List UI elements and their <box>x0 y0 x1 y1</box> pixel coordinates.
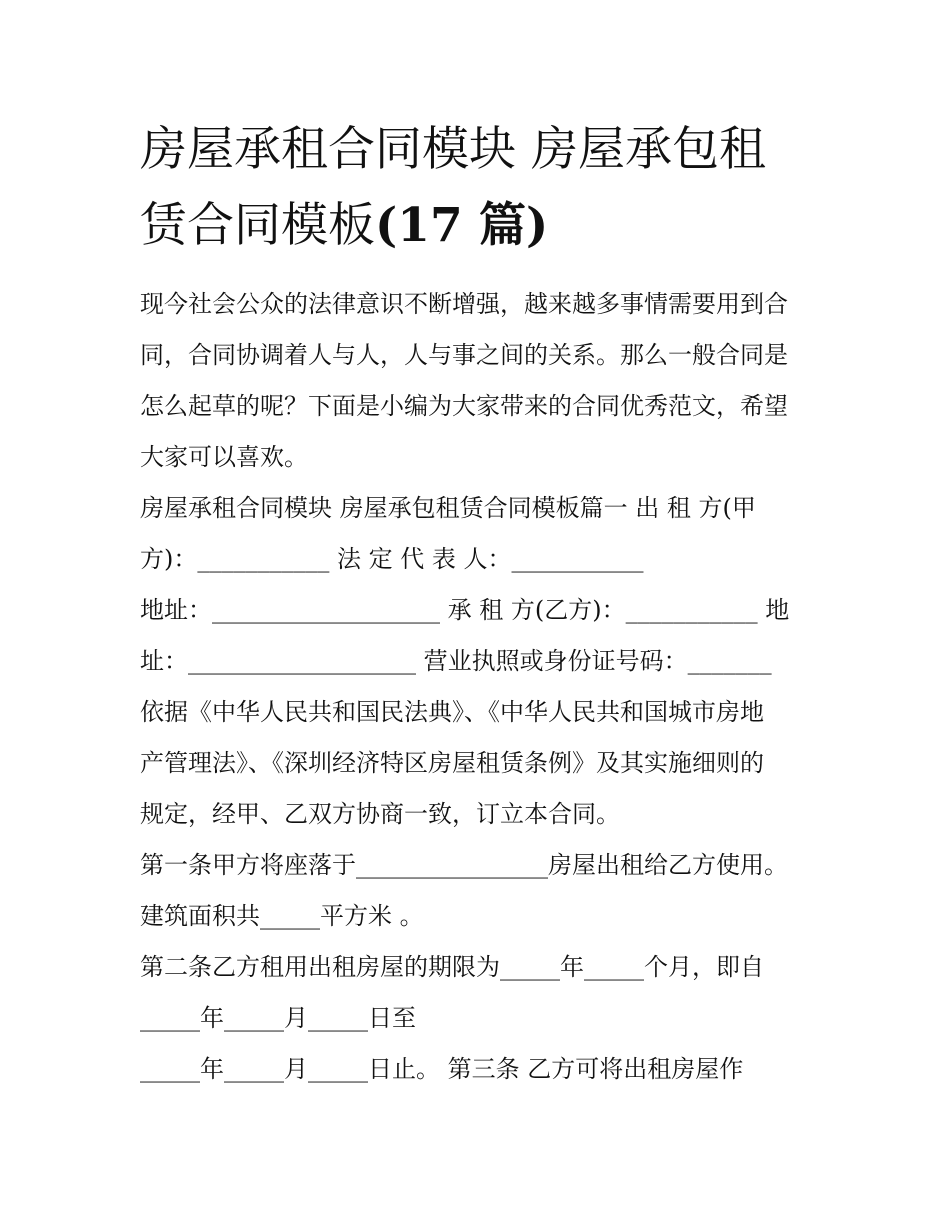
document-title <box>140 112 830 264</box>
intro-line-4: 大家可以喜欢。 <box>140 443 308 471</box>
article-1-line-2: 建筑面积共_____平方米 。 <box>140 902 424 930</box>
article-1-line-1: 第一条甲方将座落于________________房屋出租给乙方使用。 <box>140 851 788 879</box>
address-line-1: 地址：___________________ 承 租 方(乙方)：___________ 地 <box>140 596 790 624</box>
party-a-line: 方)：___________ 法 定 代 表 人：___________ <box>140 545 644 573</box>
intro-line-2: 同，合同协调着人与人，人与事之间的关系。那么一般合同是 <box>140 341 788 369</box>
article-2-line-1: 第二条乙方租用出租房屋的期限为_____年_____个月，即自 <box>140 953 764 981</box>
basis-line-2: 产管理法》、《深圳经济特区房屋租赁条例》及其实施细则的 <box>140 749 764 777</box>
document-body <box>140 279 830 1095</box>
article-2-line-2: _____年_____月_____日至 <box>140 1004 416 1032</box>
intro-line-1: 现今社会公众的法律意识不断增强，越来越多事情需要用到合 <box>140 290 788 318</box>
title-line-2-text: 赁合同模板 <box>140 198 375 253</box>
basis-line-1: 依据《中华人民共和国民法典》、《中华人民共和国城市房地 <box>140 698 764 726</box>
address-line-2: 址：___________________ 营业执照或身份证号码：_______ <box>140 647 772 675</box>
title-line-2 <box>140 188 830 264</box>
intro-line-3: 怎么起草的呢？下面是小编为大家带来的合同优秀范文，希望 <box>140 392 788 420</box>
contract-heading-line: 房屋承租合同模块 房屋承包租赁合同模板篇一 出 租 方(甲 <box>140 494 756 522</box>
title-count: (17 篇) <box>375 198 549 253</box>
title-line-1: 房屋承租合同模块 房屋承包租 <box>140 122 766 177</box>
article-2-line-3: _____年_____月_____日止。 第三条 乙方可将出租房屋作 <box>140 1055 744 1083</box>
basis-line-3: 规定，经甲、乙双方协商一致，订立本合同。 <box>140 800 620 828</box>
